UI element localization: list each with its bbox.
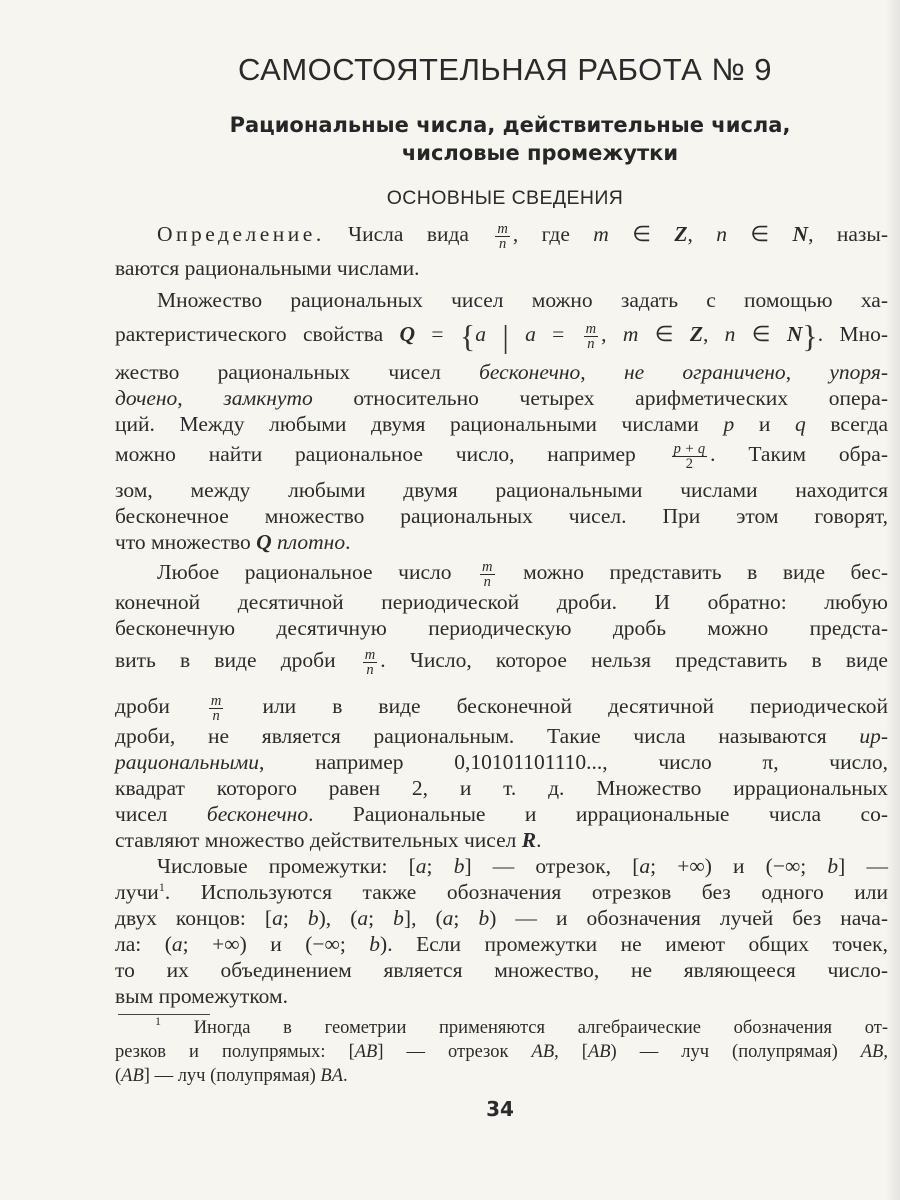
text-run: = bbox=[535, 322, 581, 346]
fraction-denominator: n bbox=[483, 573, 491, 590]
text-run: ций. Между любыми двумя рациональными числами bbox=[115, 412, 724, 436]
body-line bbox=[115, 750, 888, 774]
body-line bbox=[115, 504, 888, 528]
fraction-numerator: m bbox=[210, 692, 222, 709]
body-line bbox=[115, 828, 888, 852]
fraction bbox=[480, 560, 494, 589]
text-run: Иногда в геометрии применяются алгебраические обозначения от- bbox=[161, 1018, 888, 1038]
body-line bbox=[115, 412, 888, 436]
text-run: . bbox=[343, 1066, 348, 1086]
italic-text: плотно bbox=[277, 530, 346, 554]
body-line bbox=[115, 318, 888, 355]
text-run: резков и полупрямых: [ bbox=[115, 1042, 355, 1062]
text-run bbox=[509, 322, 525, 346]
italic-text: упоря- bbox=[829, 360, 889, 384]
body-line bbox=[115, 616, 888, 640]
body-line bbox=[115, 958, 888, 982]
text-run: ), ( bbox=[318, 906, 358, 930]
body-line bbox=[115, 440, 888, 472]
italic-text: AB bbox=[860, 1042, 884, 1062]
text-run: бесконечную десятичную периодическую дробь можно предста- bbox=[115, 616, 888, 640]
set-symbol: Z bbox=[689, 322, 703, 346]
text-run: Числовые промежутки: [ bbox=[157, 854, 416, 878]
text-run: Любое рациональное число bbox=[157, 560, 478, 584]
text-run: двух концов: [ bbox=[115, 906, 273, 930]
subtitle-line-1: Рациональные числа, действительные числа, bbox=[229, 113, 791, 137]
text-run: ∈ bbox=[735, 322, 787, 346]
text-run: и bbox=[734, 412, 795, 436]
text-run: дроби bbox=[115, 694, 206, 718]
page-title: САМОСТОЯТЕЛЬНАЯ РАБОТА № 9 bbox=[237, 52, 773, 87]
text-run: зом, между любыми двумя рациональными числами находится bbox=[115, 478, 888, 502]
body-line bbox=[115, 984, 888, 1008]
body-line bbox=[115, 776, 888, 800]
section-title: ОСНОВНЫЕ СВЕДЕНИЯ bbox=[386, 187, 624, 209]
italic-text: AB bbox=[531, 1042, 555, 1062]
body-line bbox=[115, 530, 888, 554]
text-run: , bbox=[702, 322, 725, 346]
italic-text: AB bbox=[587, 1042, 611, 1062]
set-symbol: N bbox=[786, 322, 803, 346]
text-run: можно найти рациональное число, например bbox=[115, 442, 669, 466]
text-run: ). Если промежутки не имеют общих точек, bbox=[380, 932, 888, 956]
body-line bbox=[115, 906, 888, 930]
text-run: , bbox=[177, 386, 224, 410]
italic-text: n bbox=[716, 222, 727, 246]
italic-text: n bbox=[724, 322, 736, 346]
brace-symbol: } bbox=[802, 318, 818, 355]
page-number: 34 bbox=[486, 1097, 514, 1121]
body-line bbox=[115, 646, 888, 678]
text-run: чисел bbox=[115, 802, 207, 826]
italic-text: m bbox=[593, 222, 609, 246]
text-run: или в виде бесконечной десятичной периодической bbox=[226, 694, 888, 718]
body-line bbox=[115, 802, 888, 826]
text-run: , bbox=[687, 222, 717, 246]
fraction-denominator: n bbox=[212, 707, 220, 724]
italic-text: b bbox=[393, 906, 404, 930]
set-symbol: R bbox=[521, 828, 537, 852]
fraction-denominator: 2 bbox=[685, 455, 693, 472]
text-run: ∈ bbox=[638, 322, 690, 346]
fraction-numerator: m bbox=[497, 220, 508, 237]
fraction bbox=[495, 222, 509, 251]
text-run: ставляют множество действительных чисел bbox=[115, 828, 522, 852]
text-run: относительно четырех арифметических опера- bbox=[312, 386, 888, 410]
subtitle-line-2: числовые промежутки bbox=[401, 141, 679, 165]
footnote-line bbox=[115, 1041, 888, 1063]
italic-text: q bbox=[795, 412, 806, 436]
italic-text: b bbox=[369, 932, 381, 956]
body-line bbox=[115, 590, 888, 614]
text-run: ; +∞) и (−∞; bbox=[182, 932, 370, 956]
text-run: ; bbox=[426, 854, 454, 878]
fraction-numerator: m bbox=[364, 646, 376, 663]
text-run: ; bbox=[368, 906, 394, 930]
fraction-numerator: m bbox=[585, 320, 597, 337]
body-line bbox=[115, 880, 888, 904]
text-run: ∈ bbox=[608, 222, 675, 246]
fraction bbox=[363, 648, 377, 677]
text-run: то их объединением является множество, не являющееся число- bbox=[115, 958, 888, 982]
text-run: . Число, которое нельзя представить в виде bbox=[380, 648, 888, 672]
text-run: ] — bbox=[838, 854, 888, 878]
footnote-marker: 1 bbox=[158, 880, 165, 894]
fraction-numerator: m bbox=[482, 558, 493, 575]
text-run: ] — отрезок, [ bbox=[464, 854, 640, 878]
text-run: ваются рациональными числами. bbox=[115, 256, 420, 280]
italic-text: a bbox=[272, 906, 283, 930]
italic-text: не ограничено bbox=[623, 360, 786, 384]
text-run: ) — луч (полупрямая) bbox=[610, 1042, 861, 1062]
text-run bbox=[486, 322, 502, 346]
italic-text: a bbox=[415, 854, 427, 878]
italic-text: a bbox=[525, 322, 536, 346]
italic-text: AB bbox=[354, 1042, 378, 1062]
body-line bbox=[115, 256, 888, 280]
body-line bbox=[115, 478, 888, 502]
fraction-denominator: n bbox=[587, 335, 595, 352]
text-run: ; +∞) и (−∞; bbox=[650, 854, 828, 878]
text-run: вить в виде дроби bbox=[115, 648, 360, 672]
text-run: , где bbox=[512, 222, 594, 246]
text-run: ; bbox=[453, 906, 479, 930]
text-run: = bbox=[415, 322, 460, 346]
text-run: . bbox=[536, 828, 542, 852]
body-line bbox=[115, 692, 888, 724]
footnote-divider bbox=[118, 1014, 210, 1015]
footnote-marker: 1 bbox=[155, 1014, 161, 1028]
text-run: ] — отрезок bbox=[377, 1042, 532, 1062]
italic-text: AB bbox=[121, 1066, 144, 1086]
brace-symbol: { bbox=[459, 318, 476, 355]
set-symbol: Z bbox=[674, 222, 688, 246]
footnote-line bbox=[115, 1065, 888, 1087]
italic-text: a bbox=[639, 854, 651, 878]
italic-text: a bbox=[171, 932, 183, 956]
body-line bbox=[157, 288, 888, 312]
text-run: ) — и обозначения лучей без нача- bbox=[489, 906, 889, 930]
text-run: можно представить в виде бес- bbox=[497, 560, 888, 584]
text-run: Множество рациональных чисел можно задать с помощью ха- bbox=[157, 288, 888, 312]
italic-text: b bbox=[453, 854, 465, 878]
page-edge-shadow bbox=[886, 0, 900, 1200]
text-run: , например 0,10101101110..., число π, число, bbox=[259, 750, 888, 774]
body-line bbox=[115, 932, 888, 956]
text-run: дроби, не является рациональным. Такие числа называются bbox=[115, 724, 860, 748]
body-line bbox=[115, 724, 888, 748]
text-run: . Таким обра- bbox=[710, 442, 888, 466]
italic-text: a bbox=[475, 322, 486, 346]
body-line bbox=[157, 220, 888, 252]
text-run: , bbox=[883, 1042, 888, 1062]
italic-text: b bbox=[478, 906, 490, 930]
text-run: , bbox=[601, 322, 623, 346]
text-run: , [ bbox=[554, 1042, 588, 1062]
text-run: . Рациональные и иррациональные числа со- bbox=[308, 802, 888, 826]
text-run: ∈ bbox=[727, 222, 793, 246]
text-run: жество рациональных чисел bbox=[115, 360, 480, 384]
text-run: , bbox=[580, 360, 624, 384]
text-run: бесконечное множество рациональных чисел. При этом говорят, bbox=[115, 504, 888, 528]
fraction bbox=[209, 694, 223, 723]
brace-symbol: | bbox=[502, 318, 509, 355]
italic-text: a bbox=[442, 906, 454, 930]
text-run: всегда bbox=[805, 412, 888, 436]
fraction bbox=[584, 322, 598, 351]
italic-text: a bbox=[357, 906, 369, 930]
fraction-denominator: n bbox=[366, 661, 374, 678]
text-run: конечной десятичной периодической дроби. И обратно: любую bbox=[115, 590, 888, 614]
fraction-denominator: n bbox=[498, 235, 507, 252]
body-line bbox=[157, 558, 888, 590]
text-run: . Мно- bbox=[817, 322, 888, 346]
body-line bbox=[115, 360, 888, 384]
set-symbol: Q bbox=[256, 530, 272, 554]
italic-text: дочено bbox=[115, 386, 178, 410]
italic-text: бесконечно bbox=[479, 360, 581, 384]
text-run: Числа вида bbox=[324, 222, 493, 246]
definition-label: Определение. bbox=[157, 222, 325, 246]
body-line bbox=[157, 854, 888, 878]
text-run: . bbox=[345, 530, 351, 554]
text-run: квадрат которого равен 2, и т. д. Множество иррациональных bbox=[115, 776, 888, 800]
text-run: ; bbox=[282, 906, 308, 930]
text-run: , назы- bbox=[808, 222, 888, 246]
set-symbol: Q bbox=[399, 322, 416, 346]
fraction-numerator: p + q bbox=[673, 440, 706, 457]
text-run: . Используются также обозначения отрезков без одного или bbox=[164, 880, 888, 904]
italic-text: b bbox=[307, 906, 319, 930]
fraction bbox=[672, 442, 708, 471]
italic-text: ир- bbox=[859, 724, 888, 748]
body-line bbox=[115, 386, 888, 410]
italic-text: рациональными bbox=[115, 750, 260, 774]
text-run: ( bbox=[115, 1066, 122, 1086]
italic-text: бесконечно bbox=[206, 802, 309, 826]
italic-text: p bbox=[723, 412, 735, 436]
text-run: что множество bbox=[115, 530, 257, 554]
text-run: рактеристического свойства bbox=[115, 322, 400, 346]
set-symbol: N bbox=[792, 222, 809, 246]
italic-text: замкнуто bbox=[223, 386, 313, 410]
footnote-line bbox=[155, 1014, 888, 1039]
text-run: лучи bbox=[115, 880, 159, 904]
text-run: , bbox=[785, 360, 830, 384]
italic-text: m bbox=[622, 322, 639, 346]
text-run: вым промежутком. bbox=[115, 984, 288, 1008]
italic-text: BA bbox=[320, 1066, 344, 1086]
text-run: ла: ( bbox=[115, 932, 172, 956]
text-run: ] — луч (полупрямая) bbox=[143, 1066, 321, 1086]
text-run: ], ( bbox=[403, 906, 443, 930]
italic-text: b bbox=[827, 854, 839, 878]
